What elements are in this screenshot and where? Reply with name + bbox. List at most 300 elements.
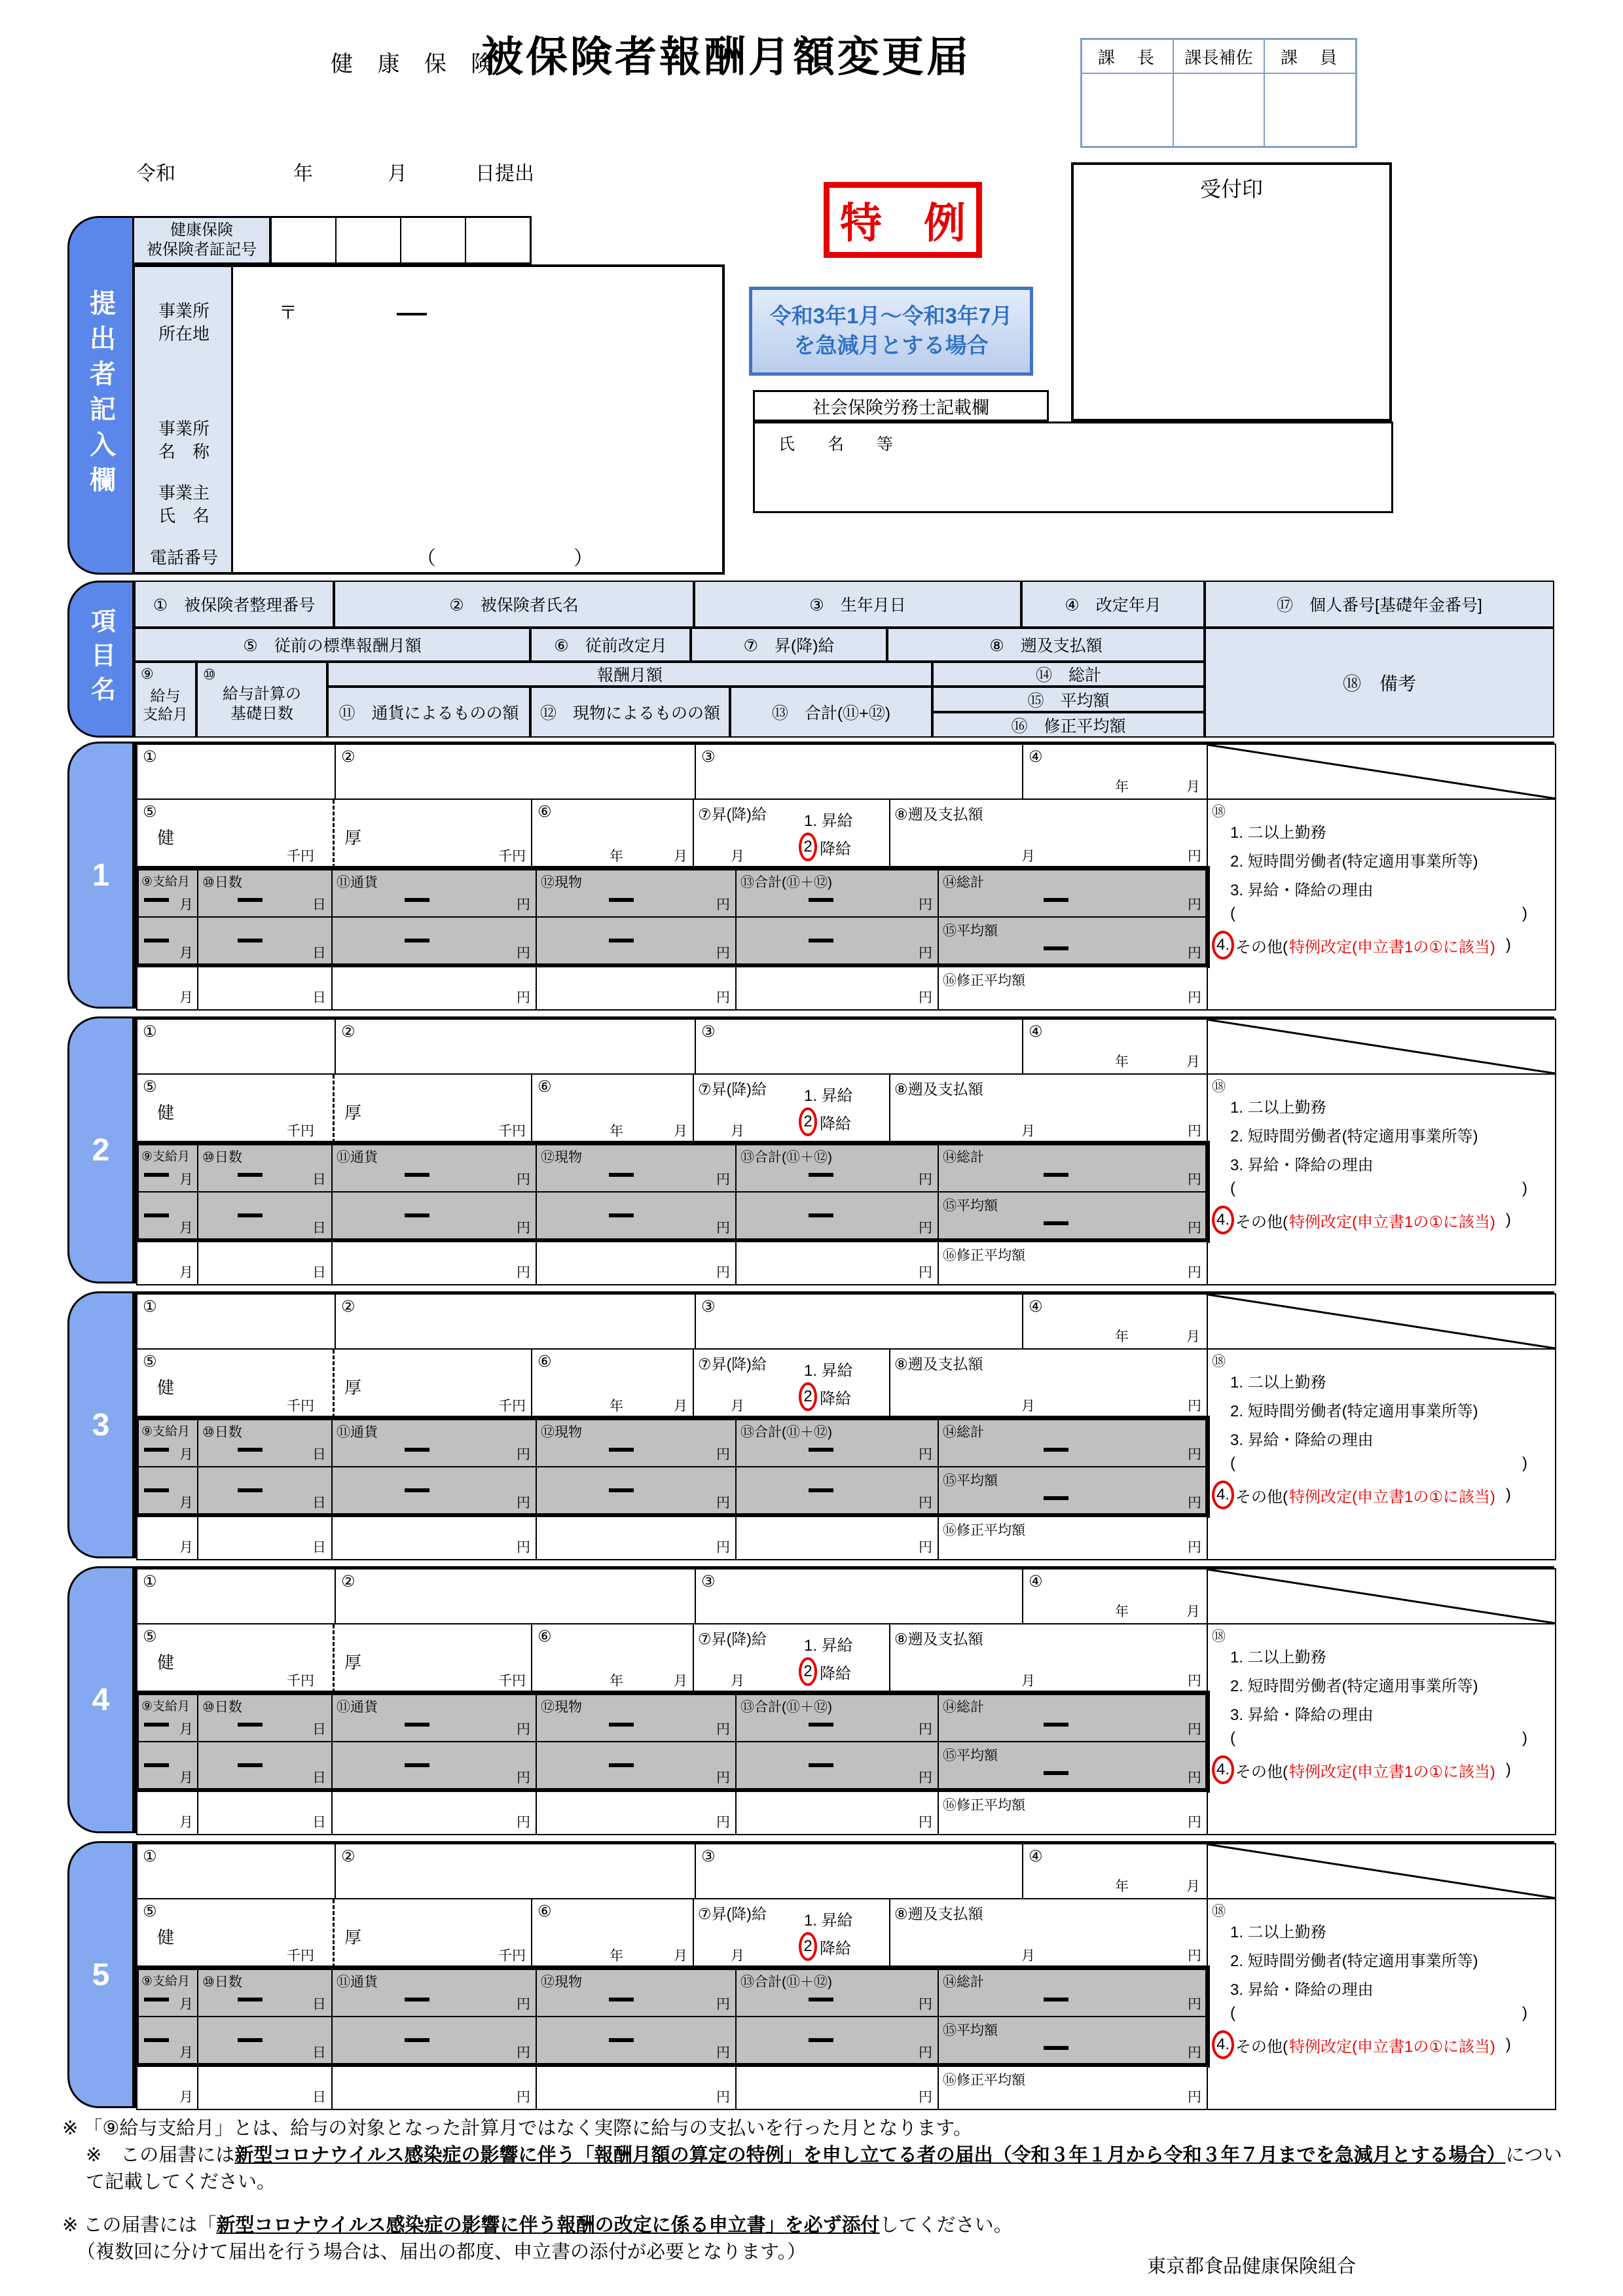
record-c8-retroactive-payment[interactable]: [889, 1898, 1208, 1969]
unit-month: 月: [1021, 1948, 1035, 1964]
record-rowc-yen2[interactable]: 円: [536, 1791, 737, 1835]
special-revision-note: 特例改定(申立書1の①に該当): [1289, 1763, 1495, 1781]
header-c15: ⑮ 平均額: [932, 687, 1205, 712]
raise-lower-label: ⑦昇(降)給: [698, 806, 767, 823]
record-c3-birthdate[interactable]: ③: [695, 1568, 1023, 1624]
record-c2-insured-name[interactable]: ②: [335, 1568, 696, 1624]
lower-option[interactable]: 2 降給: [799, 1657, 851, 1686]
unit-yen: 円: [1188, 1674, 1201, 1689]
approval-col-kain: 課 員: [1264, 39, 1356, 73]
lower-option[interactable]: 2 降給: [799, 1107, 851, 1136]
record-g9-pay-month-2[interactable]: 月: [136, 1741, 198, 1791]
record-g10-base-days-2[interactable]: 日: [197, 1466, 333, 1516]
cert-number-cells[interactable]: [270, 216, 532, 264]
record-g12-in-kind[interactable]: ⑫現物 円: [536, 1693, 737, 1742]
remark-option-2[interactable]: 2. 短時間労働者(特定適用事業所等): [1230, 1128, 1478, 1145]
sharoushi-name-label: 氏 名 等: [778, 435, 894, 454]
record-g9-pay-month[interactable]: ⑨支給月 月: [136, 1967, 198, 2017]
record-g10-base-days-2[interactable]: 日: [197, 1741, 333, 1791]
record-c3-birthdate[interactable]: ③: [695, 1293, 1023, 1350]
record-rowc-day[interactable]: 日: [197, 1241, 333, 1285]
unit-year: 年: [1115, 780, 1129, 795]
submitter-input-area[interactable]: [233, 267, 722, 572]
record-c18-remarks[interactable]: [1207, 1623, 1556, 1835]
record-g12-in-kind-2[interactable]: 円: [536, 2016, 737, 2066]
remark-paren-open: (: [1230, 1179, 1235, 1197]
record-tab: [67, 742, 134, 1009]
unit-month: 月: [1021, 1399, 1035, 1414]
header-c1: ① 被保険者整理番号: [134, 581, 334, 628]
cert-cell-4[interactable]: [465, 218, 530, 262]
health-label: 健: [157, 1378, 175, 1397]
record-rowc-yen1[interactable]: 円: [331, 966, 537, 1011]
remark-option-4[interactable]: 4. その他( 特例改定(申立書1の①に該当) ): [1212, 2030, 1511, 2059]
remark-option-1[interactable]: 1. 二以上勤務: [1230, 1374, 1326, 1391]
record-rowc-yen2[interactable]: 円: [536, 2066, 737, 2110]
remark-option-2[interactable]: 2. 短時間労働者(特定適用事業所等): [1230, 1952, 1478, 1970]
unit-year: 年: [1115, 1879, 1129, 1894]
approval-col-kachohosa: 課長補佐: [1173, 39, 1265, 73]
remark-paren-open: (: [1230, 1729, 1235, 1747]
record-c3-birthdate[interactable]: ③: [695, 744, 1023, 800]
record-g12-in-kind[interactable]: ⑫現物 円: [536, 1143, 737, 1193]
record-g10-base-days[interactable]: ⑩日数 日: [197, 868, 333, 918]
unit-month: 月: [1021, 849, 1035, 864]
record-rowc-yen1[interactable]: 円: [331, 1241, 537, 1285]
record-diagonal-cell: [1207, 1568, 1556, 1624]
record-g10-base-days[interactable]: ⑩日数 日: [197, 1693, 333, 1742]
lower-option[interactable]: 2 降給: [799, 1382, 851, 1411]
header-c5: ⑤ 従前の標準報酬月額: [134, 628, 530, 662]
record-c6-previous-revision[interactable]: ⑥ 年 月: [531, 1348, 694, 1419]
cert-cell-2[interactable]: [335, 218, 400, 262]
record-g16-adjusted-average[interactable]: ⑯修正平均額 円: [938, 1516, 1208, 1560]
reception-stamp-box[interactable]: [1071, 162, 1392, 422]
record-rowc-yen2[interactable]: 円: [536, 1241, 737, 1285]
header-c18: ⑱ 備考: [1205, 628, 1554, 738]
record-block: [0, 1291, 1623, 1558]
record-g11-currency[interactable]: ⑪通貨 円: [331, 1967, 537, 2017]
record-index: 5: [92, 1957, 110, 1992]
unit-senen-2: 千円: [498, 1674, 526, 1689]
record-g16-adjusted-average[interactable]: ⑯修正平均額 円: [938, 2066, 1208, 2110]
phone-paren-open: （: [416, 548, 436, 569]
items-header-tab: 項目名: [67, 581, 134, 738]
record-c7-raise-lower[interactable]: [693, 1348, 890, 1419]
record-g9-pay-month-2[interactable]: 月: [136, 1466, 198, 1516]
record-c5-previous-standard[interactable]: ⑤ 健 千円 厚 千円: [136, 1348, 532, 1419]
unit-month: 月: [1021, 1674, 1035, 1689]
record-g13-total[interactable]: ⑬合計(⑪＋⑫) 円: [735, 1967, 939, 2017]
unit-senen-2: 千円: [498, 1124, 526, 1139]
remark-option-1[interactable]: 1. 二以上勤務: [1230, 1649, 1326, 1666]
record-rowc-yen1[interactable]: 円: [331, 1791, 537, 1835]
record-c8-retroactive-payment[interactable]: [889, 1348, 1208, 1419]
record-rowc-day[interactable]: 日: [197, 966, 333, 1011]
header-c6: ⑥ 従前改定月: [530, 628, 691, 662]
unit-month: 月: [731, 1948, 744, 1964]
red-circle-lower: 2: [799, 1932, 817, 1961]
record-c4-revision-date[interactable]: ④ 年 月: [1022, 1843, 1208, 1899]
unit-month: 月: [731, 1674, 744, 1689]
approval-stamp-box-kachohosa[interactable]: [1173, 73, 1265, 147]
record-rowc-yen2[interactable]: 円: [536, 966, 737, 1011]
record-g14-grand-total[interactable]: ⑭総計 円: [938, 1418, 1208, 1467]
remark-option-4[interactable]: 4. その他( 特例改定(申立書1の①に該当) ): [1212, 931, 1511, 960]
health-label: 健: [157, 1103, 175, 1122]
record-rowc-month[interactable]: 月: [136, 966, 198, 1011]
record-rowc-month[interactable]: 月: [136, 1241, 198, 1285]
record-g15-average[interactable]: ⑮平均額 円: [938, 1741, 1208, 1791]
retroactive-label: ⑧遡及支払額: [894, 1905, 983, 1922]
header-c10: ⑩ 給与計算の 基礎日数: [196, 662, 327, 738]
header-c7: ⑦ 昇(降)給: [691, 628, 887, 662]
health-label: 健: [157, 828, 175, 848]
record-g9-pay-month[interactable]: ⑨支給月 月: [136, 1143, 198, 1193]
record-c1-insured-number[interactable]: ①: [136, 1018, 336, 1075]
unit-year: 年: [610, 849, 623, 864]
record-g14-grand-total[interactable]: ⑭総計 円: [938, 1967, 1208, 2017]
unit-senen-2: 千円: [498, 1948, 526, 1964]
record-g16-adjusted-average[interactable]: ⑯修正平均額 円: [938, 1241, 1208, 1285]
record-rowc-yen3[interactable]: 円: [735, 966, 939, 1011]
remark-option-2[interactable]: 2. 短時間労働者(特定適用事業所等): [1230, 1403, 1478, 1420]
record-cell-area: [134, 1291, 1554, 1558]
record-c2-insured-name[interactable]: ②: [335, 1293, 696, 1350]
unit-senen-1: 千円: [287, 1399, 314, 1414]
record-g11-currency[interactable]: ⑪通貨 円: [331, 1143, 537, 1193]
red-circle-lower: 2: [799, 1657, 817, 1686]
record-rowc-month[interactable]: 月: [136, 2066, 198, 2110]
record-tab: [67, 1566, 134, 1833]
red-circle-other: 4.: [1212, 2030, 1234, 2059]
unit-month: 月: [674, 1124, 687, 1139]
record-g15-average[interactable]: ⑮平均額 円: [938, 1466, 1208, 1516]
header-c11: ⑪ 通貨によるものの額: [327, 687, 530, 738]
red-circle-other: 4.: [1212, 1755, 1234, 1784]
footer-note-3-underline: 新型コロナウイルス感染症の影響に伴う報酬の改定に係る申立書」を必ず添付: [216, 2214, 880, 2236]
footer-note-2: ※ この届書には新型コロナウイルス感染症の影響に伴う「報酬月額の算定の特例」を申し立てる者の届出（令和３年１月から令和３年７月までを急減月とする場合）について記載してください。: [86, 2145, 1562, 2193]
record-g10-base-days[interactable]: ⑩日数 日: [197, 1418, 333, 1467]
record-g14-grand-total[interactable]: ⑭総計 円: [938, 868, 1208, 918]
record-g13-total-2[interactable]: 円: [735, 2016, 939, 2066]
record-g16-adjusted-average[interactable]: ⑯修正平均額 円: [938, 1791, 1208, 1835]
remark-option-3[interactable]: 3. 昇給・降給の理由: [1230, 882, 1374, 899]
record-c4-revision-date[interactable]: ④ 年 月: [1022, 744, 1208, 800]
record-diagonal-cell: [1207, 744, 1556, 800]
unit-senen-1: 千円: [287, 1674, 314, 1689]
retroactive-label: ⑧遡及支払額: [894, 1355, 983, 1372]
record-g9-pay-month-2[interactable]: 月: [136, 2016, 198, 2066]
header-c14: ⑭ 総計: [932, 662, 1205, 687]
record-c4-revision-date[interactable]: ④ 年 月: [1022, 1293, 1208, 1350]
record-c18-remarks[interactable]: [1207, 1898, 1556, 2110]
record-g10-base-days[interactable]: ⑩日数 日: [197, 1967, 333, 2017]
special-exception-stamp: 特 例: [824, 182, 982, 258]
record-c7-raise-lower[interactable]: [693, 798, 890, 869]
header-c13: ⑬ 合計(⑪+⑫): [730, 687, 932, 738]
header-c17: ⑰ 個人番号[基礎年金番号]: [1205, 581, 1554, 628]
submitter-tab: 提出者記入欄: [67, 216, 134, 575]
reception-stamp-label: 受付印: [1199, 177, 1263, 201]
remark-option-3[interactable]: 3. 昇給・降給の理由: [1230, 1981, 1374, 1999]
record-tab: [67, 1016, 134, 1283]
unit-month: 月: [1186, 1604, 1200, 1619]
record-c1-insured-number[interactable]: ①: [136, 1293, 336, 1350]
record-g12-in-kind-2[interactable]: 円: [536, 1191, 737, 1241]
record-g15-average[interactable]: ⑮平均額 円: [938, 2016, 1208, 2066]
record-rowc-yen3[interactable]: 円: [735, 1791, 939, 1835]
record-c8-retroactive-payment[interactable]: [889, 798, 1208, 869]
unit-month: 月: [731, 1124, 744, 1139]
retroactive-label: ⑧遡及支払額: [894, 806, 983, 823]
record-g10-base-days-2[interactable]: 日: [197, 916, 333, 966]
record-block: [0, 1566, 1623, 1833]
record-g11-currency[interactable]: ⑪通貨 円: [331, 1693, 537, 1742]
record-g9-pay-month[interactable]: ⑨支給月 月: [136, 1693, 198, 1742]
remark-option-4[interactable]: 4. その他( 特例改定(申立書1の①に該当) ): [1212, 1206, 1511, 1234]
red-circle-lower: 2: [799, 1382, 817, 1411]
remark-paren-close: ): [1522, 905, 1527, 922]
record-g12-in-kind[interactable]: ⑫現物 円: [536, 868, 737, 918]
record-g13-total[interactable]: ⑬合計(⑪＋⑫) 円: [735, 1143, 939, 1193]
record-c6-previous-revision[interactable]: ⑥ 年 月: [531, 1073, 694, 1144]
record-c3-birthdate[interactable]: ③: [695, 1843, 1023, 1899]
record-c5-previous-standard[interactable]: ⑤ 健 千円 厚 千円: [136, 798, 532, 869]
header-c16: ⑯ 修正平均額: [932, 712, 1205, 738]
remark-option-3[interactable]: 3. 昇給・降給の理由: [1230, 1431, 1374, 1449]
record-c6-previous-revision[interactable]: ⑥ 年 月: [531, 798, 694, 869]
record-c7-raise-lower[interactable]: [693, 1623, 890, 1694]
record-g13-total-2[interactable]: 円: [735, 1191, 939, 1241]
raise-lower-label: ⑦昇(降)給: [698, 1905, 767, 1922]
record-tab: [67, 1841, 134, 2108]
postal-dash: [397, 313, 427, 315]
special-revision-note: 特例改定(申立書1の①に該当): [1289, 1213, 1495, 1231]
record-block: [0, 1841, 1623, 2108]
record-c3-birthdate[interactable]: ③: [695, 1018, 1023, 1075]
red-circle-other: 4.: [1212, 1480, 1234, 1509]
record-g11-currency-2[interactable]: 円: [331, 1466, 537, 1516]
record-rowc-yen3[interactable]: 円: [735, 2066, 939, 2110]
lower-option[interactable]: 2 降給: [799, 833, 851, 861]
era-label: 令和: [136, 163, 175, 185]
record-block: [0, 742, 1623, 1009]
record-c5-previous-standard[interactable]: ⑤ 健 千円 厚 千円: [136, 1898, 532, 1969]
raise-lower-label: ⑦昇(降)給: [698, 1081, 767, 1098]
raise-option[interactable]: 1. 昇給: [804, 1087, 853, 1105]
record-cell-area: [134, 742, 1554, 1009]
record-rowc-day[interactable]: 日: [197, 1516, 333, 1560]
record-c2-insured-name[interactable]: ②: [335, 1018, 696, 1075]
record-g13-total[interactable]: ⑬合計(⑪＋⑫) 円: [735, 1418, 939, 1467]
record-g12-in-kind-2[interactable]: 円: [536, 916, 737, 966]
record-c5-previous-standard[interactable]: ⑤ 健 千円 厚 千円: [136, 1073, 532, 1144]
header-group-hoshu: 報酬月額: [327, 662, 932, 687]
unit-month: 月: [731, 1399, 744, 1414]
remark-option-4[interactable]: 4. その他( 特例改定(申立書1の①に該当) ): [1212, 1755, 1511, 1784]
remark-paren-close: ): [1522, 1729, 1527, 1747]
record-rowc-yen3[interactable]: 円: [735, 1516, 939, 1560]
record-c8-retroactive-payment[interactable]: [889, 1073, 1208, 1144]
remark-option-1[interactable]: 1. 二以上勤務: [1230, 1924, 1326, 1941]
approval-stamp-box-kain[interactable]: [1264, 73, 1356, 147]
record-c1-insured-number[interactable]: ①: [136, 1843, 336, 1899]
unit-year: 年: [1115, 1054, 1129, 1069]
approval-stamp-box-kacho[interactable]: [1082, 73, 1173, 147]
dashed-divider: [333, 800, 335, 868]
remark-option-3[interactable]: 3. 昇給・降給の理由: [1230, 1157, 1374, 1174]
unit-yen: 円: [1188, 1948, 1201, 1964]
record-rowc-yen2[interactable]: 円: [536, 1516, 737, 1560]
remark-option-1[interactable]: 1. 二以上勤務: [1230, 824, 1326, 842]
header-c8: ⑧ 遡及支払額: [887, 628, 1205, 662]
office-address-label: 事業所 所在地: [158, 301, 210, 344]
record-c18-remarks[interactable]: [1207, 1348, 1556, 1560]
record-c4-revision-date[interactable]: ④ 年 月: [1022, 1568, 1208, 1624]
unit-year: 年: [610, 1948, 623, 1964]
pension-label: 厚: [344, 828, 362, 848]
record-rowc-month[interactable]: 月: [136, 1791, 198, 1835]
health-label: 健: [157, 1928, 175, 1947]
record-block: [0, 1016, 1623, 1283]
record-g13-total[interactable]: ⑬合計(⑪＋⑫) 円: [735, 1693, 939, 1742]
record-g11-currency-2[interactable]: 円: [331, 1741, 537, 1791]
record-g11-currency-2[interactable]: 円: [331, 2016, 537, 2066]
postal-mark: 〒: [279, 302, 298, 323]
header-c9: ⑨ 給与 支給月: [134, 662, 196, 738]
record-c7-raise-lower[interactable]: [693, 1898, 890, 1969]
unit-senen-1: 千円: [287, 1124, 314, 1139]
pension-label: 厚: [344, 1378, 362, 1397]
sharoushi-name-box[interactable]: [753, 422, 1393, 513]
record-cell-area: [134, 1566, 1554, 1833]
unit-yen: 円: [1188, 849, 1201, 864]
day-submit-label: 日提出: [475, 163, 534, 185]
record-c18-remarks[interactable]: [1207, 1073, 1556, 1285]
remark-paren-open: (: [1230, 2004, 1235, 2022]
unit-senen-1: 千円: [287, 1948, 314, 1964]
record-g10-base-days-2[interactable]: 日: [197, 2016, 333, 2066]
footer-notes: [62, 2115, 1568, 2266]
record-g11-currency[interactable]: ⑪通貨 円: [331, 868, 537, 918]
record-g12-in-kind-2[interactable]: 円: [536, 1741, 737, 1791]
unit-month: 月: [674, 849, 687, 864]
record-g15-average[interactable]: ⑮平均額 円: [938, 916, 1208, 966]
raise-option[interactable]: 1. 昇給: [804, 1637, 853, 1655]
record-rowc-month[interactable]: 月: [136, 1516, 198, 1560]
remark-option-1[interactable]: 1. 二以上勤務: [1230, 1099, 1326, 1117]
owner-name-label: 事業主 氏 名: [158, 483, 210, 526]
record-c18-remarks[interactable]: [1207, 798, 1556, 1011]
record-g13-total-2[interactable]: 円: [735, 1741, 939, 1791]
remarks-num: ⑱: [1212, 1354, 1226, 1369]
record-g10-base-days-2[interactable]: 日: [197, 1191, 333, 1241]
record-c8-retroactive-payment[interactable]: [889, 1623, 1208, 1694]
record-g9-pay-month-2[interactable]: 月: [136, 916, 198, 966]
remark-option-4[interactable]: 4. その他( 特例改定(申立書1の①に該当) ): [1212, 1480, 1511, 1509]
record-g9-pay-month-2[interactable]: 月: [136, 1191, 198, 1241]
insurance-type-label: 健 康 保 険: [331, 52, 503, 77]
organization-name: 東京都食品健康保険組合: [1147, 2256, 1357, 2277]
record-g10-base-days[interactable]: ⑩日数 日: [197, 1143, 333, 1193]
cert-cell-1[interactable]: [272, 218, 335, 262]
record-g16-adjusted-average[interactable]: ⑯修正平均額 円: [938, 966, 1208, 1011]
record-rowc-day[interactable]: 日: [197, 2066, 333, 2110]
month-label: 月: [388, 163, 407, 185]
record-g9-pay-month[interactable]: ⑨支給月 月: [136, 1418, 198, 1467]
phone-label: 電話番号: [149, 548, 218, 567]
record-c5-previous-standard[interactable]: ⑤ 健 千円 厚 千円: [136, 1623, 532, 1694]
record-cell-area: [134, 1016, 1554, 1283]
cert-cell-3[interactable]: [400, 218, 465, 262]
record-g13-total[interactable]: ⑬合計(⑪＋⑫) 円: [735, 868, 939, 918]
record-c6-previous-revision[interactable]: ⑥ 年 月: [531, 1623, 694, 1694]
record-g13-total-2[interactable]: 円: [735, 916, 939, 966]
record-c1-insured-number[interactable]: ①: [136, 744, 336, 800]
unit-yen: 円: [1188, 1124, 1201, 1139]
remark-option-3[interactable]: 3. 昇給・降給の理由: [1230, 1706, 1374, 1724]
approval-col-kacho: 課 長: [1082, 39, 1173, 73]
raise-option[interactable]: 1. 昇給: [804, 1362, 853, 1380]
header-c3: ③ 生年月日: [694, 581, 1021, 628]
header-c2: ② 被保険者氏名: [334, 581, 694, 628]
record-c4-revision-date[interactable]: ④ 年 月: [1022, 1018, 1208, 1075]
remark-paren-close: ): [1522, 2004, 1527, 2022]
record-g12-in-kind-2[interactable]: 円: [536, 1466, 737, 1516]
record-rowc-yen3[interactable]: 円: [735, 1241, 939, 1285]
record-g9-pay-month[interactable]: ⑨支給月 月: [136, 868, 198, 918]
record-rowc-day[interactable]: 日: [197, 1791, 333, 1835]
submitter-box: [132, 264, 725, 575]
record-g12-in-kind[interactable]: ⑫現物 円: [536, 1967, 737, 2017]
record-g13-total-2[interactable]: 円: [735, 1466, 939, 1516]
unit-year: 年: [610, 1674, 623, 1689]
record-c2-insured-name[interactable]: ②: [335, 744, 696, 800]
unit-yen: 円: [1188, 1399, 1201, 1414]
record-rowc-yen1[interactable]: 円: [331, 1516, 537, 1560]
record-g11-currency[interactable]: ⑪通貨 円: [331, 1418, 537, 1467]
office-name-label: 事業所 名 称: [158, 419, 210, 462]
record-g14-grand-total[interactable]: ⑭総計 円: [938, 1143, 1208, 1193]
unit-year: 年: [1115, 1604, 1129, 1619]
raise-option[interactable]: 1. 昇給: [804, 812, 853, 830]
dashed-divider: [333, 1624, 335, 1693]
record-g15-average[interactable]: ⑮平均額 円: [938, 1191, 1208, 1241]
remark-option-2[interactable]: 2. 短時間労働者(特定適用事業所等): [1230, 1677, 1478, 1695]
unit-month: 月: [1186, 1879, 1200, 1894]
dashed-divider: [333, 1899, 335, 1967]
red-circle-lower: 2: [799, 833, 817, 861]
unit-month: 月: [674, 1674, 687, 1689]
raise-lower-label: ⑦昇(降)給: [698, 1355, 767, 1372]
remark-option-2[interactable]: 2. 短時間労働者(特定適用事業所等): [1230, 853, 1478, 870]
record-c6-previous-revision[interactable]: ⑥ 年 月: [531, 1898, 694, 1969]
raise-option[interactable]: 1. 昇給: [804, 1912, 853, 1929]
lower-option[interactable]: 2 降給: [799, 1932, 851, 1961]
record-c7-raise-lower[interactable]: [693, 1073, 890, 1144]
record-c2-insured-name[interactable]: ②: [335, 1843, 696, 1899]
record-g14-grand-total[interactable]: ⑭総計 円: [938, 1693, 1208, 1742]
unit-year: 年: [1115, 1329, 1129, 1344]
record-g12-in-kind[interactable]: ⑫現物 円: [536, 1418, 737, 1467]
remark-paren-close: ): [1522, 1454, 1527, 1472]
record-c1-insured-number[interactable]: ①: [136, 1568, 336, 1624]
record-g11-currency-2[interactable]: 円: [331, 1191, 537, 1241]
unit-month: 月: [674, 1399, 687, 1414]
record-rowc-yen1[interactable]: 円: [331, 2066, 537, 2110]
record-g11-currency-2[interactable]: 円: [331, 916, 537, 966]
